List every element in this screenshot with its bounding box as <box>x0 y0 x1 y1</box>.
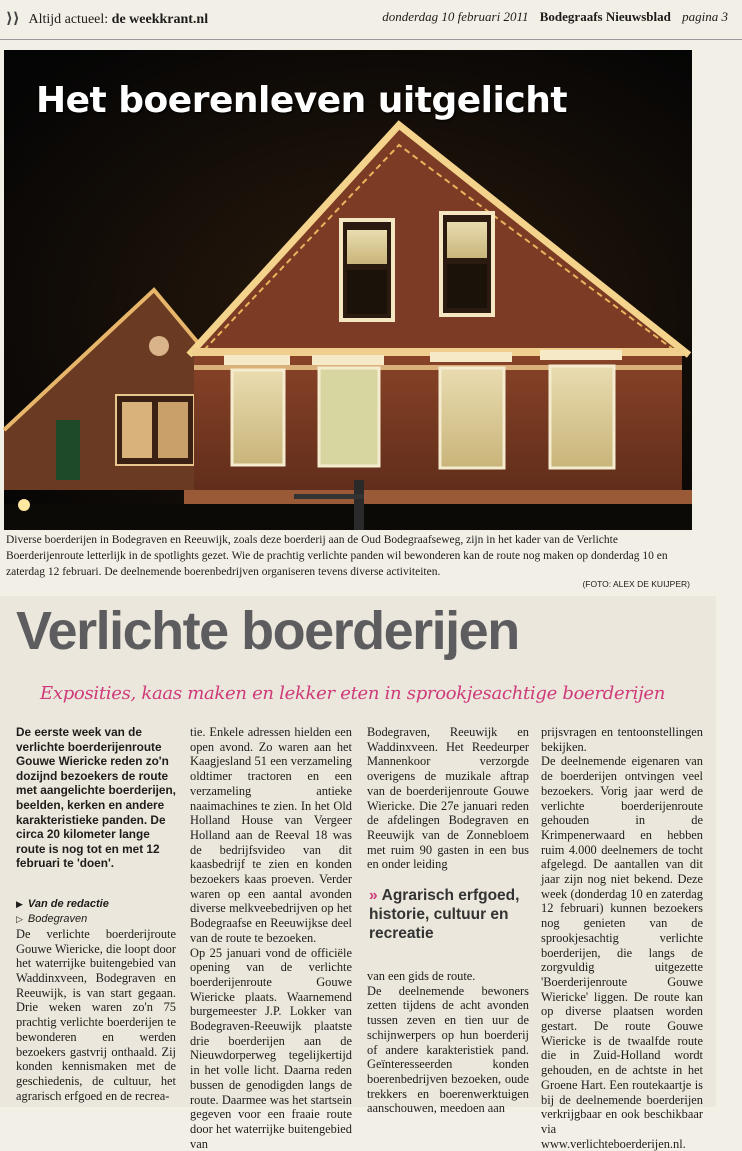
issue-date: donderdag 10 februari 2011 <box>382 9 529 24</box>
masthead-right <box>374 9 728 25</box>
double-chevron-icon: » <box>369 887 378 905</box>
column-4 <box>541 725 703 1151</box>
pull-quote <box>367 886 529 943</box>
masthead-tagline: Altijd actueel: <box>28 12 109 27</box>
col4-paragraph-1: prijsvragen en tentoonstellingen bekijken. <box>541 725 703 754</box>
byline-author: Van de redactie <box>27 897 109 910</box>
article-intro: De eerste week van de verlichte boerderijenroute Gouwe Wiericke reden zo'n dozijnd bezoekers de route met aangelichte boerderijen, beelden, kerken en andere karakteristieke panden. De circa 20 kilometer lange route is nog tot en met 12 februari te 'doen'. <box>16 725 176 871</box>
column-1 <box>16 725 176 1103</box>
triangle-outline-icon: ▷ <box>16 913 23 924</box>
farmhouse-photo <box>4 50 692 530</box>
byline <box>16 897 176 927</box>
col4-paragraph-2: De deelnemende eigenaren van de boerderijen ontvingen veel bezoekers. Vorig jaar werd de verlichte boerderijenroute gehouden in de Krimpenerwaard en hebben ruim 4.000 deelnemers de tocht afgelegd. De aantallen van dit jaar zijn nog niet bekend. Deze week (donderdag 10 en zaterdag 12 februari) kunnen bezoekers nog genieten van de sprookjesachtig verlichte boerderijen, die langs de zorgvuldig uitgezette 'Boerderijenroute Gouwe Wiericke' liggen. De route kan op diverse plaatsen worden gestart. De route Gouwe Wiericke is de twaalfde route die in Zuid-Holland wordt gehouden, en de achtste in het Groene Hart. Een routekaartje is bij de deelnemende boerderijen verkrijgbaar en ook beschikbaar via www.verlichteboerderijen.nl. <box>541 754 703 1151</box>
paper-name: Bodegraafs Nieuwsblad <box>539 9 671 24</box>
masthead-left <box>6 9 208 28</box>
photo-credit: (FOTO: ALEX DE KUIJPER) <box>582 579 690 589</box>
photo-headline: Het boerenleven uitgelicht <box>36 80 568 121</box>
col3-paragraph-1: Bodegraven, Reeuwijk en Waddinxveen. Het Reedeurper Mannenkoor verzorgde overigens de muzikale aftrap van de boerderijenroute Gouwe Wiericke. Die 27e januari reden de afdelingen Bodegraven en Reeuwijk van de Zonnebloem met ruim 90 gasten in een bus en onder leiding <box>367 725 529 872</box>
page-number: pagina 3 <box>682 9 728 24</box>
triangle-filled-icon: ▶ <box>16 898 23 909</box>
photo-caption: Diverse boerderijen in Bodegraven en Reeuwijk, zoals deze boerderij aan de Oud Bodegraafseweg, zijn in het kader van de Verlichte Boerderijenroute letterlijk in de spotlights gezet. Wie de prachtig verlichte panden wil bewonderen kan de route nog maken op donderdag 10 en zaterdag 12 februari. De deelnemende boerenbedrijven organiseren tevens diverse activiteiten. <box>6 534 668 578</box>
double-chevron-icon: ⟩⟩ <box>6 9 20 27</box>
byline-place: Bodegraven <box>27 912 88 925</box>
masthead <box>0 0 742 40</box>
col2-paragraph-1: tie. Enkele adressen hielden een open avond. Zo waren aan het Kaagjesland 51 een verzameling oldtimer tractoren en een verzameling antieke naaimachines te zien. In het Old Holland House van Vergeer Holland aan de Reeval 18 was de bedrijfsvideo van dit kaasbedrijf te zien en konden bezoekers kaas proeven. Verder waren op een aantal avonden diverse melkveebedrijven op het Bodegraafse en Reeuwijkse deel van de route te bezoeken. <box>190 725 352 945</box>
col3-paragraph-2: van een gids de route. <box>367 969 476 984</box>
article-title: Verlichte boerderijen <box>16 601 519 661</box>
pull-quote-text: Agrarisch erfgoed, historie, cultuur en recreatie <box>369 887 520 943</box>
column-3 <box>367 725 529 1116</box>
article-subtitle: Exposities, kaas maken en lekker eten in sprookjesachtige boerderijen <box>40 683 666 704</box>
col1-paragraph: De verlichte boerderijroute Gouwe Wiericke, die loopt door het waterrijke buitengebied van Waddinxveen, Bodegraven en Reeuwijk, is van start gegaan. Drie weken waren zo'n 75 prachtig verlichte boerderijen te bewonderen en werden bezoekers gastvrij onthaald. Zij konden kennismaken met de geschiedenis, de cultuur, het agrarisch erfgoed en de recrea- <box>16 926 176 1103</box>
column-2 <box>190 725 352 1151</box>
col3-paragraph-3: De deelnemende bewoners zetten tijdens de acht avonden tussen zeven en tien uur de schijnwerpers op hun boerderij of andere karakteristiek pand. Geïnteresseerden konden boerenbedrijven bezoeken, oude trekkers en boerenwerktuigen aanschouwen, meedoen aan <box>367 983 529 1116</box>
masthead-site: de weekkrant.nl <box>111 12 209 27</box>
farmhouse-illustration <box>4 50 692 530</box>
col2-paragraph-2: Op 25 januari vond de officiële opening van de verlichte boerderijenroute Gouwe Wiericke plaats. Waarnemend burgemeester J.P. Lokker van Bodegraven-Reeuwijk plaatste drie boerderijen aan de Nieuwdorperweg tegelijkertijd in het volle licht. Daarna reden bussen de genodigden langs de route. Daarmee was het startsein gegeven voor een fraaie route door het waterrijke buitengebied van <box>190 945 352 1151</box>
